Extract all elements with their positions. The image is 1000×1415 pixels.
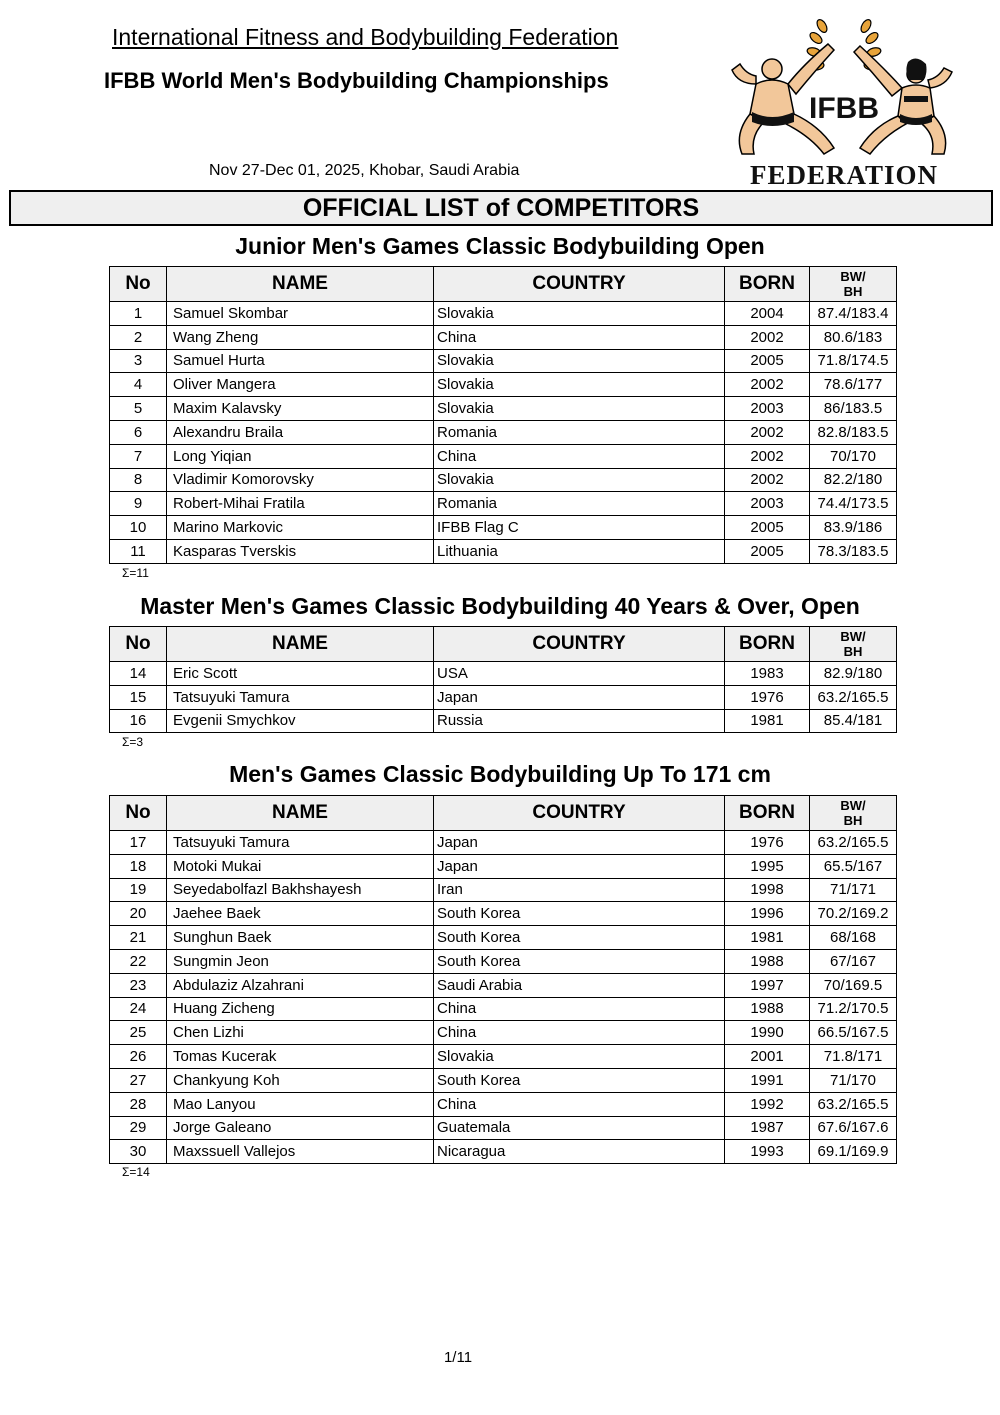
table-row [110, 397, 897, 421]
cell-name: Sunghun Baek [167, 926, 434, 950]
cell-country: China [434, 325, 725, 349]
cell-bw-bh: 70/170 [810, 444, 897, 468]
hair-shape [906, 58, 926, 80]
cell-name: Jorge Galeano [167, 1116, 434, 1140]
cell-born: 2003 [725, 492, 810, 516]
cell-bw-bh: 80.6/183 [810, 325, 897, 349]
column-header-country: COUNTRY [434, 267, 725, 302]
column-header-name: NAME [167, 627, 434, 662]
column-header-bw-bh: BW/ BH [810, 796, 897, 831]
cell-name: Marino Markovic [167, 516, 434, 540]
competitors-table [109, 626, 897, 733]
cell-born: 1997 [725, 973, 810, 997]
cell-name: Eric Scott [167, 662, 434, 686]
cell-name: Samuel Skombar [167, 302, 434, 326]
cell-name: Evgenii Smychkov [167, 709, 434, 733]
cell-no: 19 [110, 878, 167, 902]
cell-name: Huang Zicheng [167, 997, 434, 1021]
cell-country: Lithuania [434, 539, 725, 563]
table-row [110, 349, 897, 373]
cell-no: 8 [110, 468, 167, 492]
cell-born: 2004 [725, 302, 810, 326]
section-title: Junior Men's Games Classic Bodybuilding Open [235, 233, 765, 259]
table-row [110, 468, 897, 492]
cell-name: Maxssuell Vallejos [167, 1140, 434, 1164]
cell-name: Alexandru Braila [167, 420, 434, 444]
cell-bw-bh: 70/169.5 [810, 973, 897, 997]
cell-country: Romania [434, 420, 725, 444]
cell-country: Japan [434, 685, 725, 709]
cell-no: 7 [110, 444, 167, 468]
page-number: 1/11 [443, 1349, 473, 1366]
cell-bw-bh: 78.3/183.5 [810, 539, 897, 563]
cell-born: 1996 [725, 902, 810, 926]
cell-born: 1976 [725, 831, 810, 855]
table-row [110, 444, 897, 468]
cell-bw-bh: 63.2/165.5 [810, 1092, 897, 1116]
table-row [110, 878, 897, 902]
cell-bw-bh: 74.4/173.5 [810, 492, 897, 516]
table-row [110, 1092, 897, 1116]
cell-name: Vladimir Komorovsky [167, 468, 434, 492]
cell-born: 2002 [725, 468, 810, 492]
column-header-born: BORN [725, 627, 810, 662]
cell-born: 1983 [725, 662, 810, 686]
table-header-row [110, 627, 897, 662]
cell-born: 2005 [725, 516, 810, 540]
cell-no: 1 [110, 302, 167, 326]
cell-no: 11 [110, 539, 167, 563]
cell-no: 18 [110, 854, 167, 878]
cell-no: 4 [110, 373, 167, 397]
table-row [110, 685, 897, 709]
cell-no: 5 [110, 397, 167, 421]
cell-no: 23 [110, 973, 167, 997]
table-header-row [110, 267, 897, 302]
cell-bw-bh: 66.5/167.5 [810, 1021, 897, 1045]
cell-country: South Korea [434, 902, 725, 926]
cell-born: 1988 [725, 949, 810, 973]
cell-country: IFBB Flag C [434, 516, 725, 540]
cell-bw-bh: 69.1/169.9 [810, 1140, 897, 1164]
cell-bw-bh: 85.4/181 [810, 709, 897, 733]
cell-no: 14 [110, 662, 167, 686]
cell-country: USA [434, 662, 725, 686]
cell-country: South Korea [434, 949, 725, 973]
competitor-count: Σ=14 [122, 1165, 150, 1179]
cell-bw-bh: 68/168 [810, 926, 897, 950]
cell-bw-bh: 71.8/171 [810, 1045, 897, 1069]
cell-born: 2002 [725, 444, 810, 468]
table-row [110, 420, 897, 444]
cell-born: 1981 [725, 926, 810, 950]
cell-bw-bh: 71.2/170.5 [810, 997, 897, 1021]
cell-name: Robert-Mihai Fratila [167, 492, 434, 516]
cell-name: Tatsuyuki Tamura [167, 685, 434, 709]
cell-bw-bh: 67/167 [810, 949, 897, 973]
cell-no: 9 [110, 492, 167, 516]
cell-no: 25 [110, 1021, 167, 1045]
cell-no: 20 [110, 902, 167, 926]
column-header-name: NAME [167, 267, 434, 302]
cell-bw-bh: 82.9/180 [810, 662, 897, 686]
cell-born: 1998 [725, 878, 810, 902]
cell-country: Slovakia [434, 302, 725, 326]
cell-country: Romania [434, 492, 725, 516]
table-row [110, 516, 897, 540]
table-header-row [110, 796, 897, 831]
table-row [110, 949, 897, 973]
cell-bw-bh: 86/183.5 [810, 397, 897, 421]
table-row [110, 325, 897, 349]
section-title: Master Men's Games Classic Bodybuilding 40 Years & Over, Open [140, 593, 860, 619]
organization-title: International Fitness and Bodybuilding Federation [112, 24, 619, 50]
cell-born: 1991 [725, 1068, 810, 1092]
cell-country: South Korea [434, 1068, 725, 1092]
cell-bw-bh: 63.2/165.5 [810, 831, 897, 855]
cell-bw-bh: 78.6/177 [810, 373, 897, 397]
cell-no: 29 [110, 1116, 167, 1140]
competitor-count: Σ=3 [122, 735, 144, 749]
cell-name: Seyedabolfazl Bakhshayesh [167, 878, 434, 902]
cell-country: Japan [434, 854, 725, 878]
cell-bw-bh: 65.5/167 [810, 854, 897, 878]
cell-name: Tatsuyuki Tamura [167, 831, 434, 855]
cell-no: 2 [110, 325, 167, 349]
cell-country: Slovakia [434, 397, 725, 421]
cell-country: China [434, 1092, 725, 1116]
cell-name: Abdulaziz Alzahrani [167, 973, 434, 997]
cell-country: South Korea [434, 926, 725, 950]
cell-name: Long Yiqian [167, 444, 434, 468]
table-row [110, 492, 897, 516]
cell-born: 1981 [725, 709, 810, 733]
cell-born: 2002 [725, 420, 810, 444]
table-row [110, 902, 897, 926]
table-row [110, 1140, 897, 1164]
cell-no: 6 [110, 420, 167, 444]
competitor-count: Σ=11 [122, 566, 149, 580]
cell-born: 1988 [725, 997, 810, 1021]
cell-born: 1992 [725, 1092, 810, 1116]
cell-born: 1993 [725, 1140, 810, 1164]
cell-bw-bh: 82.8/183.5 [810, 420, 897, 444]
column-header-no: No [110, 796, 167, 831]
cell-name: Wang Zheng [167, 325, 434, 349]
cell-no: 21 [110, 926, 167, 950]
cell-born: 2003 [725, 397, 810, 421]
cell-no: 15 [110, 685, 167, 709]
cell-born: 2002 [725, 325, 810, 349]
cell-country: Nicaragua [434, 1140, 725, 1164]
cell-born: 1976 [725, 685, 810, 709]
table-row [110, 926, 897, 950]
table-row [110, 1116, 897, 1140]
cell-country: Saudi Arabia [434, 973, 725, 997]
cell-name: Chankyung Koh [167, 1068, 434, 1092]
table-row [110, 302, 897, 326]
cell-name: Tomas Kucerak [167, 1045, 434, 1069]
cell-country: Slovakia [434, 1045, 725, 1069]
cell-country: Russia [434, 709, 725, 733]
cell-no: 28 [110, 1092, 167, 1116]
cell-country: Slovakia [434, 349, 725, 373]
cell-country: Slovakia [434, 373, 725, 397]
column-header-born: BORN [725, 796, 810, 831]
cell-no: 22 [110, 949, 167, 973]
column-header-no: No [110, 267, 167, 302]
cell-name: Samuel Hurta [167, 349, 434, 373]
cell-bw-bh: 83.9/186 [810, 516, 897, 540]
cell-bw-bh: 71.8/174.5 [810, 349, 897, 373]
cell-born: 1995 [725, 854, 810, 878]
table-row [110, 662, 897, 686]
column-header-country: COUNTRY [434, 796, 725, 831]
cell-no: 24 [110, 997, 167, 1021]
cell-no: 27 [110, 1068, 167, 1092]
column-header-bw-bh: BW/ BH [810, 627, 897, 662]
table-row [110, 709, 897, 733]
cell-no: 30 [110, 1140, 167, 1164]
cell-country: China [434, 444, 725, 468]
cell-name: Jaehee Baek [167, 902, 434, 926]
cell-bw-bh: 87.4/183.4 [810, 302, 897, 326]
cell-name: Maxim Kalavsky [167, 397, 434, 421]
section-title: Men's Games Classic Bodybuilding Up To 171 cm [229, 761, 771, 787]
cell-born: 2002 [725, 373, 810, 397]
official-list-banner: OFFICIAL LIST of COMPETITORS [9, 190, 993, 226]
cell-born: 1987 [725, 1116, 810, 1140]
cell-country: Iran [434, 878, 725, 902]
cell-bw-bh: 63.2/165.5 [810, 685, 897, 709]
table-row [110, 1068, 897, 1092]
cell-bw-bh: 67.6/167.6 [810, 1116, 897, 1140]
event-dates-location: Nov 27-Dec 01, 2025, Khobar, Saudi Arabia [209, 162, 520, 179]
cell-bw-bh: 71/170 [810, 1068, 897, 1092]
column-header-born: BORN [725, 267, 810, 302]
cell-name: Mao Lanyou [167, 1092, 434, 1116]
table-row [110, 1021, 897, 1045]
cell-country: Slovakia [434, 468, 725, 492]
table-row [110, 373, 897, 397]
table-row [110, 539, 897, 563]
table-row [110, 973, 897, 997]
column-header-country: COUNTRY [434, 627, 725, 662]
column-header-bw-bh: BW/ BH [810, 267, 897, 302]
table-row [110, 854, 897, 878]
cell-born: 2001 [725, 1045, 810, 1069]
column-header-no: No [110, 627, 167, 662]
column-header-name: NAME [167, 796, 434, 831]
cell-born: 2005 [725, 349, 810, 373]
championship-title: IFBB World Men's Bodybuilding Championships [104, 68, 609, 93]
cell-name: Oliver Mangera [167, 373, 434, 397]
table-row [110, 831, 897, 855]
cell-name: Sungmin Jeon [167, 949, 434, 973]
cell-born: 1990 [725, 1021, 810, 1045]
table-row [110, 997, 897, 1021]
cell-no: 3 [110, 349, 167, 373]
cell-name: Kasparas Tverskis [167, 539, 434, 563]
cell-bw-bh: 82.2/180 [810, 468, 897, 492]
competitors-table [109, 795, 897, 1164]
cell-country: China [434, 1021, 725, 1045]
cell-no: 26 [110, 1045, 167, 1069]
ifbb-federation-logo [724, 14, 964, 190]
logo-ifbb-text: IFBB [809, 92, 879, 125]
cell-country: Japan [434, 831, 725, 855]
cell-country: Guatemala [434, 1116, 725, 1140]
cell-bw-bh: 71/171 [810, 878, 897, 902]
competitors-table [109, 266, 897, 564]
cell-name: Chen Lizhi [167, 1021, 434, 1045]
cell-no: 17 [110, 831, 167, 855]
cell-bw-bh: 70.2/169.2 [810, 902, 897, 926]
cell-country: China [434, 997, 725, 1021]
cell-no: 10 [110, 516, 167, 540]
cell-name: Motoki Mukai [167, 854, 434, 878]
cell-born: 2005 [725, 539, 810, 563]
table-row [110, 1045, 897, 1069]
cell-no: 16 [110, 709, 167, 733]
logo-federation-text: FEDERATION [749, 160, 939, 190]
